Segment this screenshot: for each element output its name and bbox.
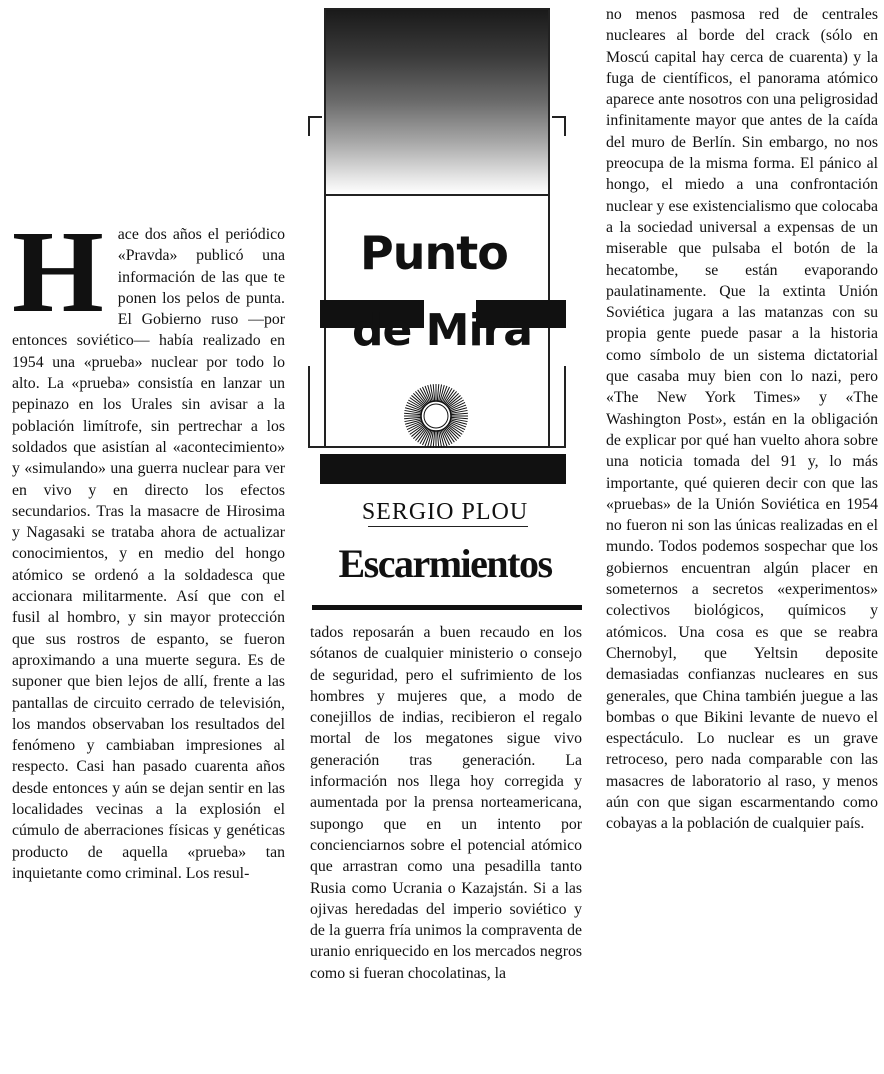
- article-text-col1: ace dos años el periódico «Pravda» publicó una información de las que te ponen los pelos de punta. El Gobierno ruso —por entonces soviético— había realizado en 1954 una «prueba» nuclear por todo lo alto. La «prueba» consistía en lanzar un pepinazo en los Urales sin avisar a la población limítrofe, sin pertrechar a los soldados que asistían al «acontecimiento» y «simulando» una guerra nuclear para ver en vivo y en directo los efectos secundarios. Tras la masacre de Hirosima y Nagasaki se trataba ahora de actualizar conocimientos, y en medio del hongo atómico se ordenó a la soldadesca que accionara militarmente. Así que con el fusil al hombro, y sin mayor protección que sus rostros de espanto, se fueron aproximando a una muerte segura. Es de suponer que bien lejos de allí, frente a las pantallas de circuito cerrado de televisión, los mandos observaban los resultados del fenómeno y cambiaban impresiones al respecto. Casi han pasado cuarenta años desde entonces y aún se dejan sentir en las localidades vecinas a la explosión el cúmulo de aberraciones físicas y genéticas producto de aquella «prueba» tan inquietante como criminal. Los resul-: [12, 226, 285, 882]
- emblem-title-line2: de Mira: [352, 305, 532, 356]
- article-column-2: [310, 622, 582, 984]
- headline: Escarmientos: [338, 541, 552, 586]
- frame-left-tick: [308, 116, 310, 136]
- article-column-3: [606, 4, 878, 835]
- headline-rule: [312, 605, 582, 610]
- frame-right-tick: [564, 116, 566, 136]
- article-column-1: [12, 206, 285, 884]
- drop-cap: H: [12, 206, 104, 337]
- frame-right-lower: [564, 366, 566, 448]
- sunburst-icon: [402, 382, 470, 450]
- author-name: SERGIO PLOU: [361, 499, 529, 525]
- emblem-title-line1: Punto: [360, 226, 508, 280]
- frame-left-tick-top: [308, 116, 322, 118]
- frame-left-lower: [308, 366, 310, 448]
- article-text-col2: tados reposarán a buen recaudo en los sótanos de cualquier ministerio o consejo de seguridad, pero el sufrimiento de los hombres y mujeres que, a modo de conejillos de indias, recibieron el regalo mortal de los megatones sigue vivo generación tras generación. La información nos llega hoy corregida y aumentada por la prensa norteamericana, supongo que en un intento por concienciarnos sobre el potencial atómico que arrastran como una pesadilla tanto Rusia como Ucrania o Kazajstán. Si a las ojivas heredadas del imperio soviético y de la guerra fría unimos la compraventa de uranio enriquecido en los mercados negros como si fueran chocolatinas, la: [310, 624, 582, 982]
- article-text-col3: no menos pasmosa red de centrales nucleares al borde del crack (sólo en Moscú capital hay cerca de cuarenta) y la fuga de científicos, el panorama atómico aparece ante nosotros con una peligrosidad infinitamente mayor que antes de la caída del muro de Berlín. Sin embargo, no nos preocupa de la misma forma. El pánico al hongo, el miedo a una confrontación nuclear y ese existencialismo que colocaba a la sociedad universal a expensas de un miserable que pulsaba el botón de la hecatombe, se están evaporando paulatinamente. Que la extinta Unión Soviética jugara a las matanzas con su propia gente puede pasar a la historia como símbolo de un sistema dictatorial que casaba muy bien con lo nazi, pero «The New York Times» y «The Washington Post», están en la obligación de explicar por qué han vuelto ahora sobre una noticia tomada del 91 y, lo más importante, qué quieren decir con que las «pruebas» de la Unión Soviética en 1954 no fueron ni son las únicas realizadas en el mundo. Todos podemos sospechar que los gobiernos encuentran algún placer en someternos a secretos «experimentos» colectivos biológicos, químicos y atómicos. Una cosa es que se reabra Chernobyl, que Yeltsin deposite demasiadas confianzas nucleares en sus generales, que China también juegue a las bombas o que Bikini levante de nuevo el espectáculo. Lo nuclear es un grave retroceso, pero nada comparable con las masacres de laboratorio al raso, y menos aún con que sigan escarmentando como cobayas a la población de cualquier país.: [606, 6, 878, 833]
- gradient-box: [324, 8, 550, 196]
- emblem-bottom-bar: [320, 454, 566, 484]
- author-underline: [368, 526, 528, 527]
- punto-de-mira-emblem: [306, 6, 578, 492]
- frame-right-tick-top: [552, 116, 566, 118]
